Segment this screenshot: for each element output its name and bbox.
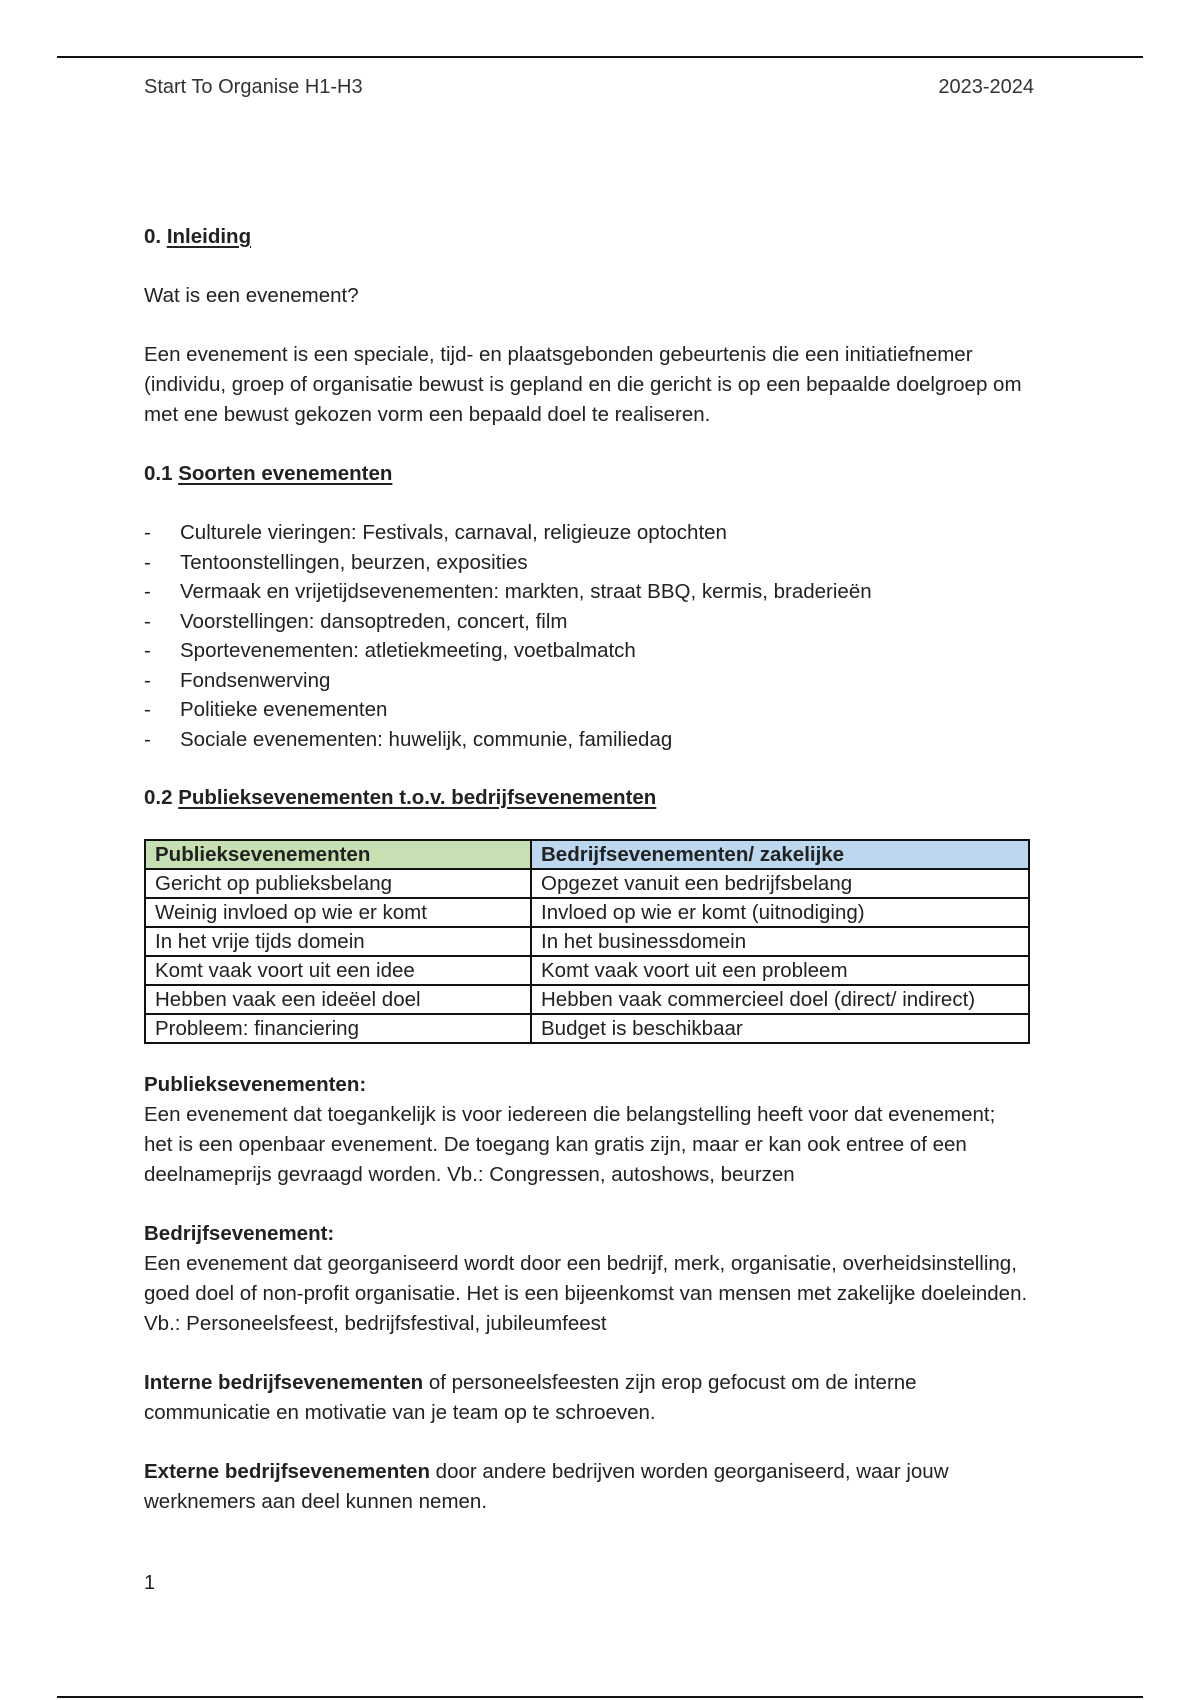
table-cell: Invloed op wie er komt (uitnodiging) (531, 898, 1029, 927)
section-heading-vergelijking (144, 783, 1064, 813)
intern-text: of personeelsfeesten zijn erop gefocust om de interne communicatie en motivatie van je team op te schroeven. (144, 1371, 917, 1424)
table-header-cell: Publieksevenementen (145, 840, 531, 869)
bedrijf-text: Een evenement dat georganiseerd wordt door een bedrijf, merk, organisatie, overheidsinstelling, goed doel of non-profit organisatie. Het is een bijeenkomst van mensen met zakelijke doeleinden. Vb.: Personeelsfeest, bedrijfsfestival, jubileumfeest (144, 1252, 1028, 1335)
section-heading-intro (144, 222, 1064, 252)
header-year: 2023-2024 (938, 76, 1034, 98)
table-cell: Probleem: financiering (145, 1014, 531, 1043)
table-cell: Hebben vaak een ideëel doel (145, 985, 531, 1014)
list-item: - Voorstellingen: dansoptreden, concert, film (144, 607, 1064, 637)
intro-definition: Een evenement is een speciale, tijd- en plaatsgebonden gebeurtenis die een initiatiefnemer (individu, groep of organisatie bewust is gepland en die gericht is op een bepaalde doelgroep om met ene bewust gekozen vorm een bepaald doel te realiseren. (144, 343, 1022, 426)
table-row (145, 985, 1029, 1014)
page-header (144, 76, 1034, 99)
footer-rule (57, 1696, 1143, 1698)
document-body (144, 222, 1064, 1517)
extern-text: door andere bedrijven worden georganiseerd, waar jouw werknemers aan deel kunnen nemen. (144, 1460, 949, 1513)
table-header-row (145, 840, 1029, 869)
section-title: Soorten evenementen (178, 462, 393, 485)
list-item: - Sociale evenementen: huwelijk, communie, familiedag (144, 725, 1064, 755)
table-cell: In het businessdomein (531, 927, 1029, 956)
table-cell: Komt vaak voort uit een idee (145, 956, 531, 985)
table-cell: In het vrije tijds domein (145, 927, 531, 956)
intern-paragraph (144, 1368, 1024, 1428)
table-row (145, 1014, 1029, 1043)
publiek-text: Een evenement dat toegankelijk is voor iedereen die belangstelling heeft voor dat evenement; het is een openbaar evenement. De toegang kan gratis zijn, maar er kan ook entree of een deelnameprijs gevraagd worden. Vb.: Congressen, autoshows, beurzen (144, 1103, 996, 1186)
table-cell: Weinig invloed op wie er komt (145, 898, 531, 927)
event-types-list (144, 518, 1064, 754)
extern-paragraph (144, 1457, 1024, 1517)
intro-question: Wat is een evenement? (144, 284, 359, 307)
table-header-cell: Bedrijfsevenementen/ zakelijke (531, 840, 1029, 869)
list-item: - Culturele vieringen: Festivals, carnaval, religieuze optochten (144, 518, 1064, 548)
table-cell: Komt vaak voort uit een probleem (531, 956, 1029, 985)
table-cell: Opgezet vanuit een bedrijfsbelang (531, 869, 1029, 898)
extern-label: Externe bedrijfsevenementen (144, 1460, 430, 1483)
table-cell: Hebben vaak commercieel doel (direct/ indirect) (531, 985, 1029, 1014)
list-item: - Tentoonstellingen, beurzen, exposities (144, 548, 1064, 578)
header-rule (57, 56, 1143, 58)
table-row (145, 956, 1029, 985)
section-heading-soorten (144, 459, 1064, 489)
publiek-label: Publieksevenementen: (144, 1073, 367, 1096)
comparison-table (144, 839, 1030, 1044)
list-item: - Fondsenwerving (144, 666, 1064, 696)
table-row (145, 869, 1029, 898)
list-item: - Politieke evenementen (144, 695, 1064, 725)
table-cell: Budget is beschikbaar (531, 1014, 1029, 1043)
list-item: - Sportevenementen: atletiekmeeting, voetbalmatch (144, 636, 1064, 666)
section-number: 0.2 (144, 786, 173, 809)
section-number: 0. (144, 225, 162, 248)
section-title: Inleiding (166, 225, 252, 248)
header-course-title: Start To Organise H1-H3 (144, 76, 363, 98)
table-cell: Gericht op publieksbelang (145, 869, 531, 898)
section-number: 0.1 (144, 462, 173, 485)
table-row (145, 898, 1029, 927)
intern-label: Interne bedrijfsevenementen (144, 1371, 424, 1394)
page-number: 1 (144, 1572, 156, 1594)
section-title: Publieksevenementen t.o.v. bedrijfsevenementen (178, 786, 657, 809)
bedrijf-label: Bedrijfsevenement: (144, 1222, 335, 1245)
list-item: - Vermaak en vrijetijdsevenementen: markten, straat BBQ, kermis, braderieën (144, 577, 1064, 607)
table-row (145, 927, 1029, 956)
